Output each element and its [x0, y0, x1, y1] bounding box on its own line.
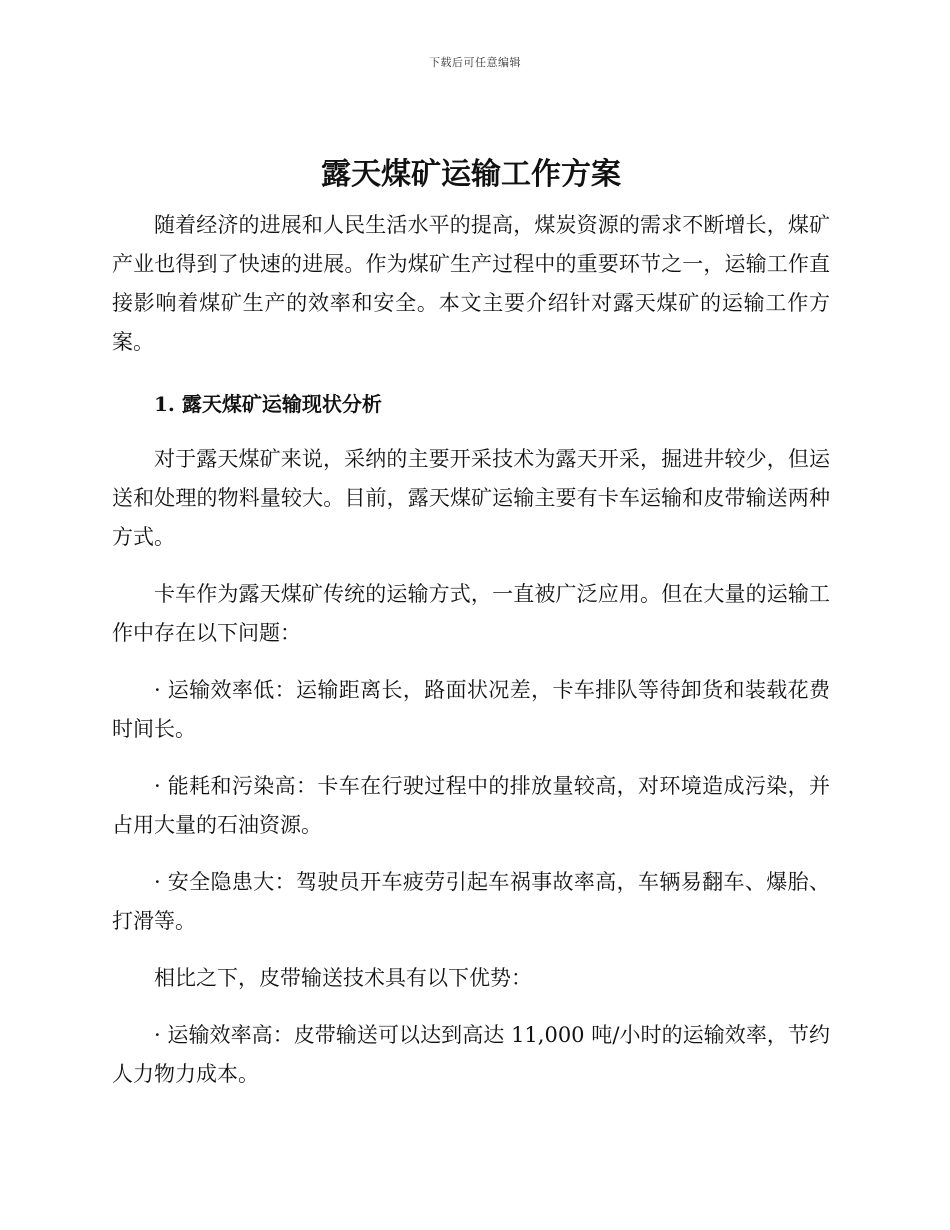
- paragraph-truck-problems-intro: 卡车作为露天煤矿传统的运输方式，一直被广泛应用。但在大量的运输工作中存在以下问题：: [112, 582, 830, 645]
- document-title: 露天煤矿运输工作方案: [321, 157, 621, 192]
- paragraph-transport-methods: 对于露天煤矿来说，采纳的主要开采技术为露天开采，掘进井较少，但运送和处理的物料量较大。目前，露天煤矿运输主要有卡车运输和皮带输送两种方式。: [112, 447, 830, 549]
- intro-paragraph: 随着经济的进展和人民生活水平的提高，煤炭资源的需求不断增长，煤矿产业也得到了快速的进展。作为煤矿生产过程中的重要环节之一，运输工作直接影响着煤矿生产的效率和安全。本文主要介绍针对露天煤矿的运输工作方案。: [112, 213, 830, 354]
- bullet-low-efficiency: · 运输效率低：运输距离长，路面状况差，卡车排队等待卸货和装载花费时间长。: [112, 678, 830, 741]
- document-body: [112, 152, 830, 1112]
- paragraph-belt-advantages-intro: 相比之下，皮带输送技术具有以下优势：: [154, 966, 532, 990]
- bullet-high-efficiency: · 运输效率高：皮带输送可以达到高达 11,000 吨/小时的运输效率，节约人力物力成本。: [112, 1023, 830, 1086]
- bullet-high-pollution: · 能耗和污染高：卡车在行驶过程中的排放量较高，对环境造成污染，并占用大量的石油资源。: [112, 774, 830, 837]
- header-note: 下载后可任意编辑: [429, 56, 521, 69]
- section-heading-1: 1. 露天煤矿运输现状分析: [154, 392, 382, 416]
- bullet-safety-risk: · 安全隐患大：驾驶员开车疲劳引起车祸事故率高，车辆易翻车、爆胎、打滑等。: [112, 870, 830, 933]
